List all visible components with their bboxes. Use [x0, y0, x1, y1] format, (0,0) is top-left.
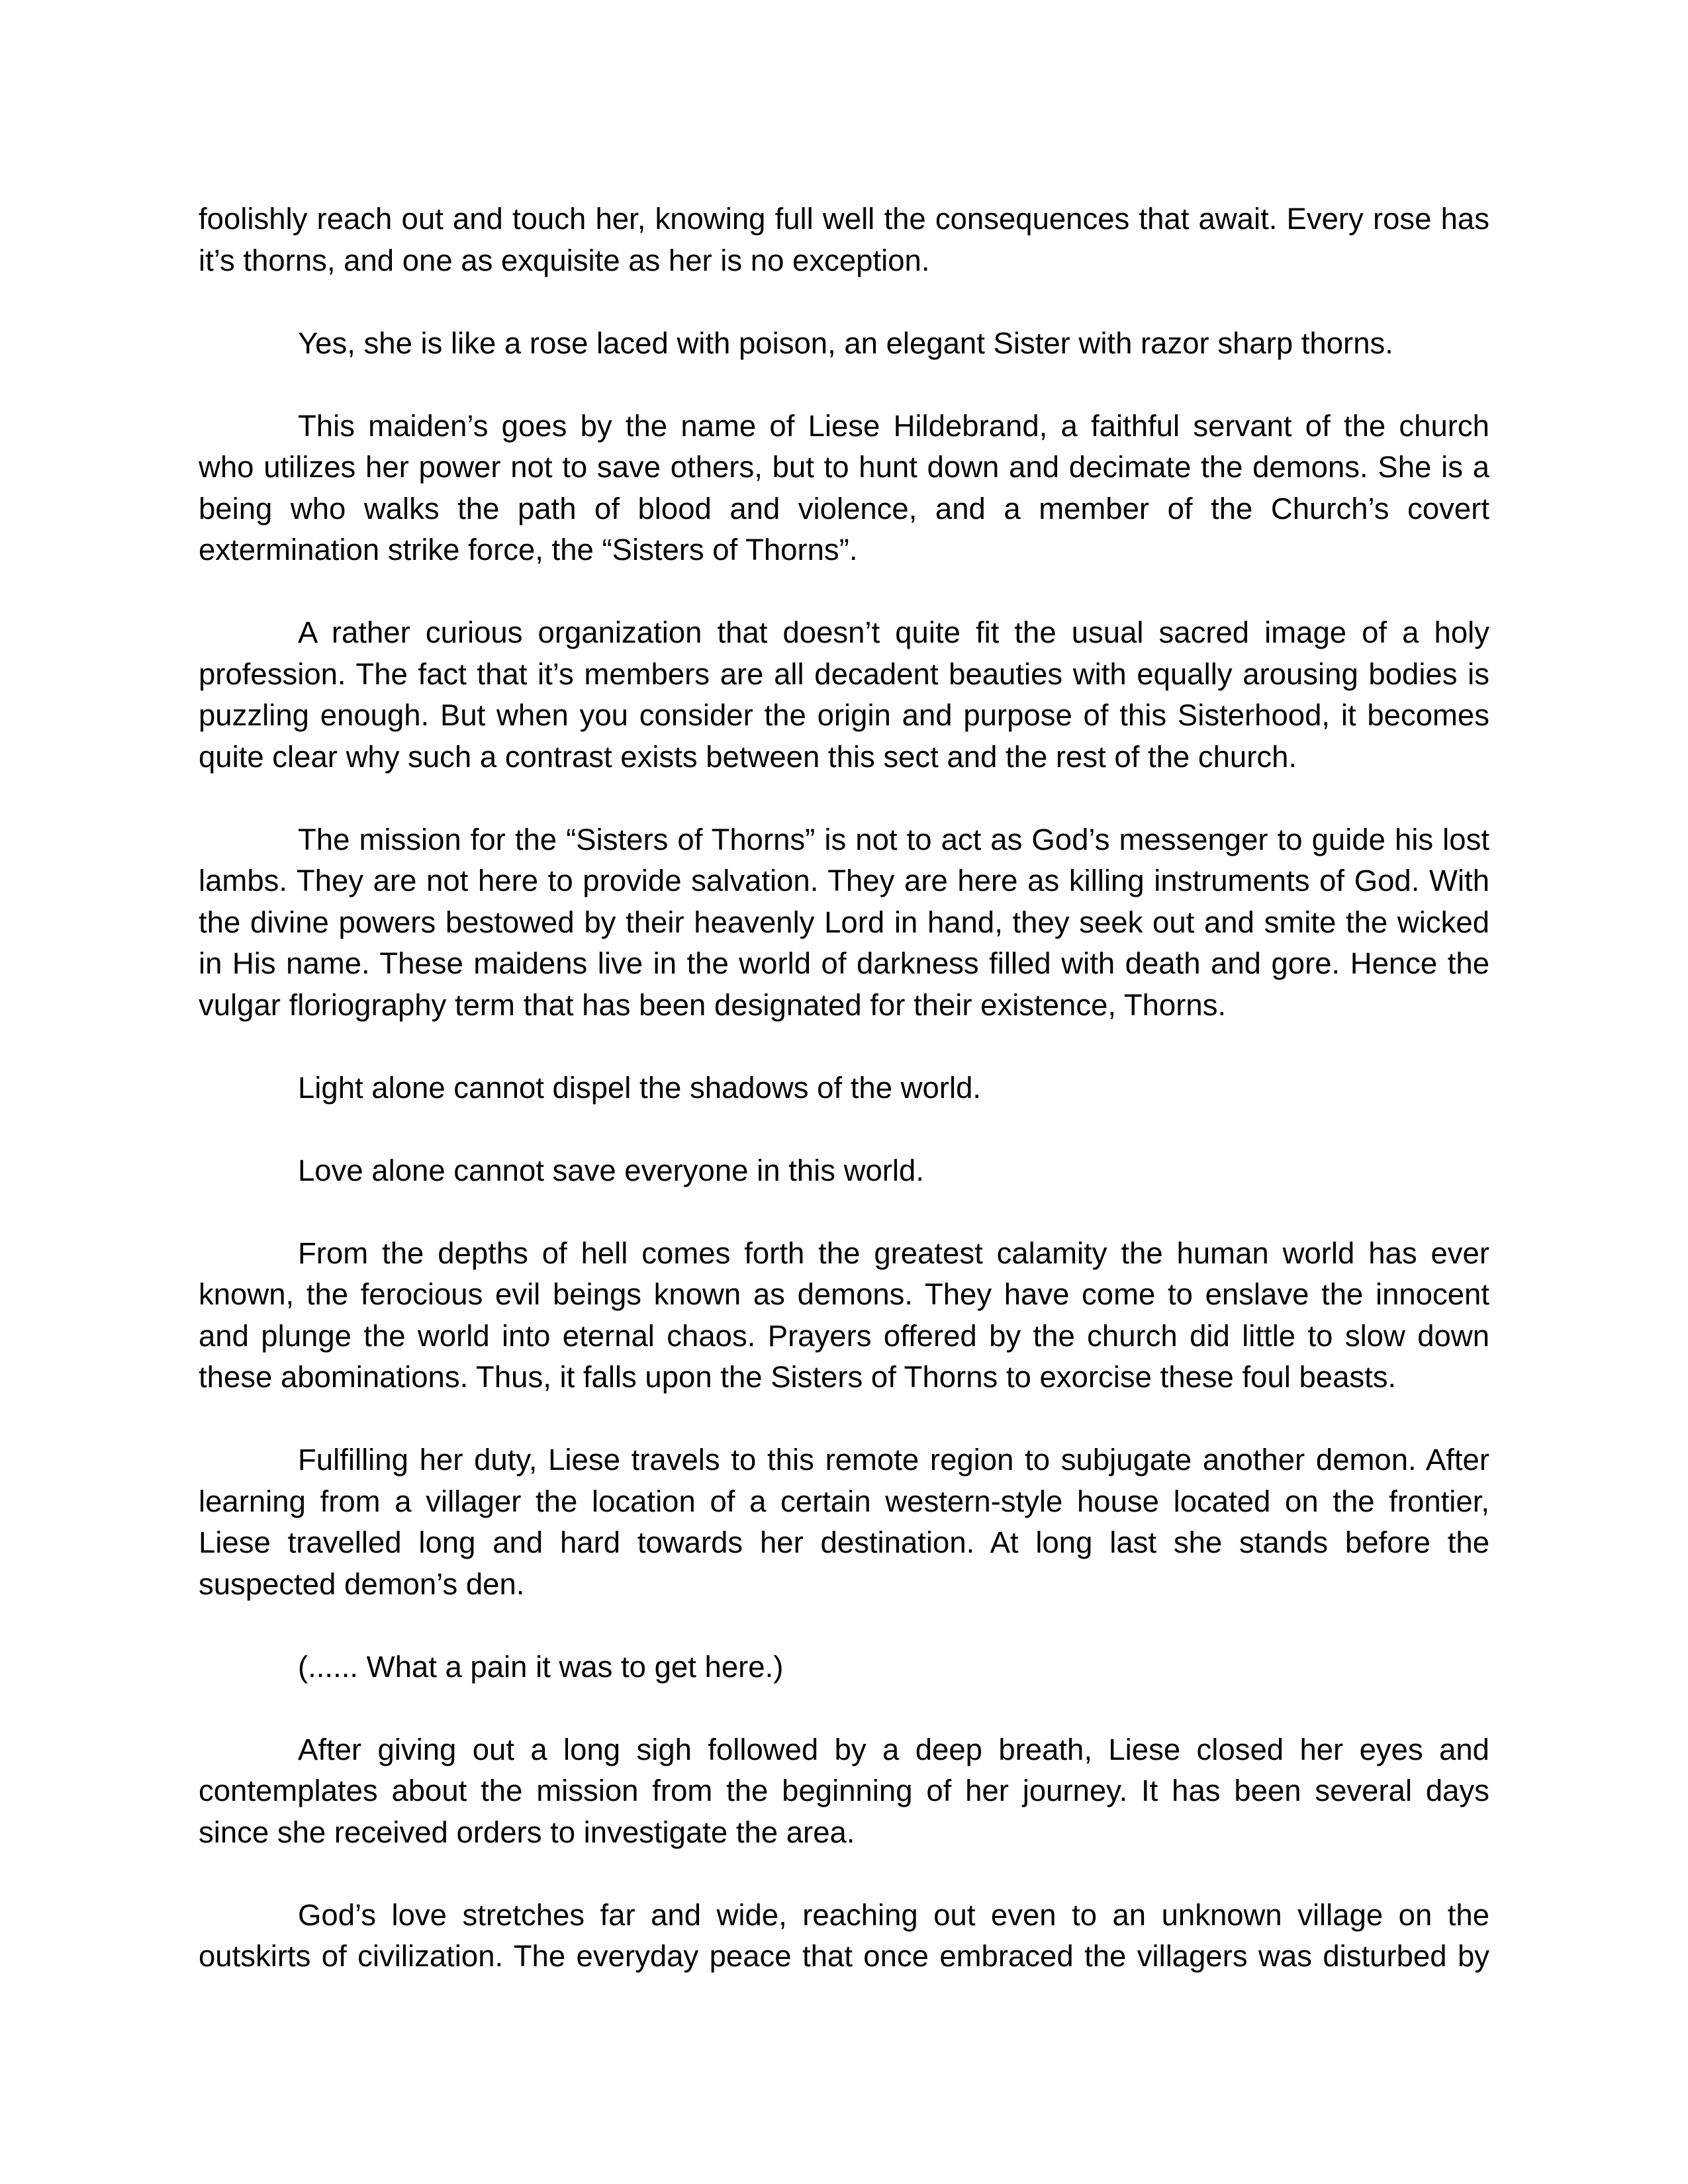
text-line: From the depths of hell comes forth the greatest calamity the human world has ever: [298, 1236, 1489, 1270]
paragraph: [199, 1068, 1489, 1109]
text-line: these abominations. Thus, it falls upon the Sisters of Thorns to exorcise these foul beasts.: [199, 1360, 1397, 1394]
text-line: lambs. They are not here to provide salvation. They are here as killing instruments of God. With: [199, 864, 1489, 897]
text-line: quite clear why such a contrast exists between this sect and the rest of the church.: [199, 739, 1297, 774]
text-line: being who walks the path of blood and violence, and a member of the Church’s covert: [199, 491, 1489, 525]
paragraph: [199, 323, 1489, 365]
paragraph: [199, 1150, 1489, 1192]
text-line: extermination strike force, the “Sisters of Thorns”.: [199, 533, 858, 567]
text-line: in His name. These maidens live in the world of darkness filled with death and gore. Hence the: [199, 946, 1489, 980]
text-line: Yes, she is like a rose laced with poison, an elegant Sister with razor sharp thorns.: [298, 326, 1393, 360]
text-line: Light alone cannot dispel the shadows of the world.: [298, 1070, 982, 1105]
text-line: (...... What a pain it was to get here.): [298, 1649, 784, 1684]
text-line: learning from a villager the location of a certain western-style house located on the frontier,: [199, 1484, 1489, 1518]
paragraph: [199, 1647, 1489, 1688]
paragraph: [199, 406, 1489, 571]
text-line: This maiden’s goes by the name of Liese Hildebrand, a faithful servant of the church: [298, 408, 1489, 443]
document-content: [199, 199, 1489, 2019]
paragraph: [199, 612, 1489, 778]
text-line: the divine powers bestowed by their heavenly Lord in hand, they seek out and smite the wicked: [199, 905, 1489, 939]
text-line: vulgar floriography term that has been designated for their existence, Thorns.: [199, 987, 1227, 1022]
text-line: since she received orders to investigate the area.: [199, 1815, 855, 1849]
text-line: suspected demon’s den.: [199, 1567, 525, 1601]
text-line: outskirts of civilization. The everyday peace that once embraced the villagers was disturbed by: [199, 1939, 1489, 1973]
text-line: foolishly reach out and touch her, knowing full well the consequences that await. Every rose has: [199, 202, 1489, 236]
text-line: Liese travelled long and hard towards her destination. At long last she stands before the: [199, 1525, 1489, 1559]
paragraph: [199, 1439, 1489, 1605]
text-line: who utilizes her power not to save others, but to hunt down and decimate the demons. She is a: [199, 450, 1489, 484]
paragraph: [199, 1729, 1489, 1854]
text-line: The mission for the “Sisters of Thorns” is not to act as God’s messenger to guide his lost: [298, 822, 1489, 856]
paragraph: [199, 1895, 1489, 1978]
text-line: and plunge the world into eternal chaos. Prayers offered by the church did little to slow down: [199, 1318, 1489, 1353]
text-line: Love alone cannot save everyone in this world.: [298, 1153, 924, 1187]
text-line: it’s thorns, and one as exquisite as her is no exception.: [199, 243, 930, 277]
text-line: Fulfilling her duty, Liese travels to this remote region to subjugate another demon. After: [298, 1443, 1489, 1477]
text-line: God’s love stretches far and wide, reaching out even to an unknown village on the: [298, 1897, 1489, 1932]
text-line: contemplates about the mission from the beginning of her journey. It has been several days: [199, 1774, 1489, 1807]
text-line: After giving out a long sigh followed by a deep breath, Liese closed her eyes and: [298, 1732, 1489, 1766]
paragraph: [199, 819, 1489, 1026]
paragraph: [199, 199, 1489, 281]
text-line: puzzling enough. But when you consider the origin and purpose of this Sisterhood, it becomes: [199, 698, 1489, 732]
text-line: profession. The fact that it’s members are all decadent beauties with equally arousing bodies is: [199, 657, 1489, 691]
paragraph: [199, 1233, 1489, 1398]
text-line: known, the ferocious evil beings known as demons. They have come to enslave the innocent: [199, 1277, 1489, 1311]
text-line: A rather curious organization that doesn’t quite fit the usual sacred image of a holy: [298, 615, 1489, 649]
